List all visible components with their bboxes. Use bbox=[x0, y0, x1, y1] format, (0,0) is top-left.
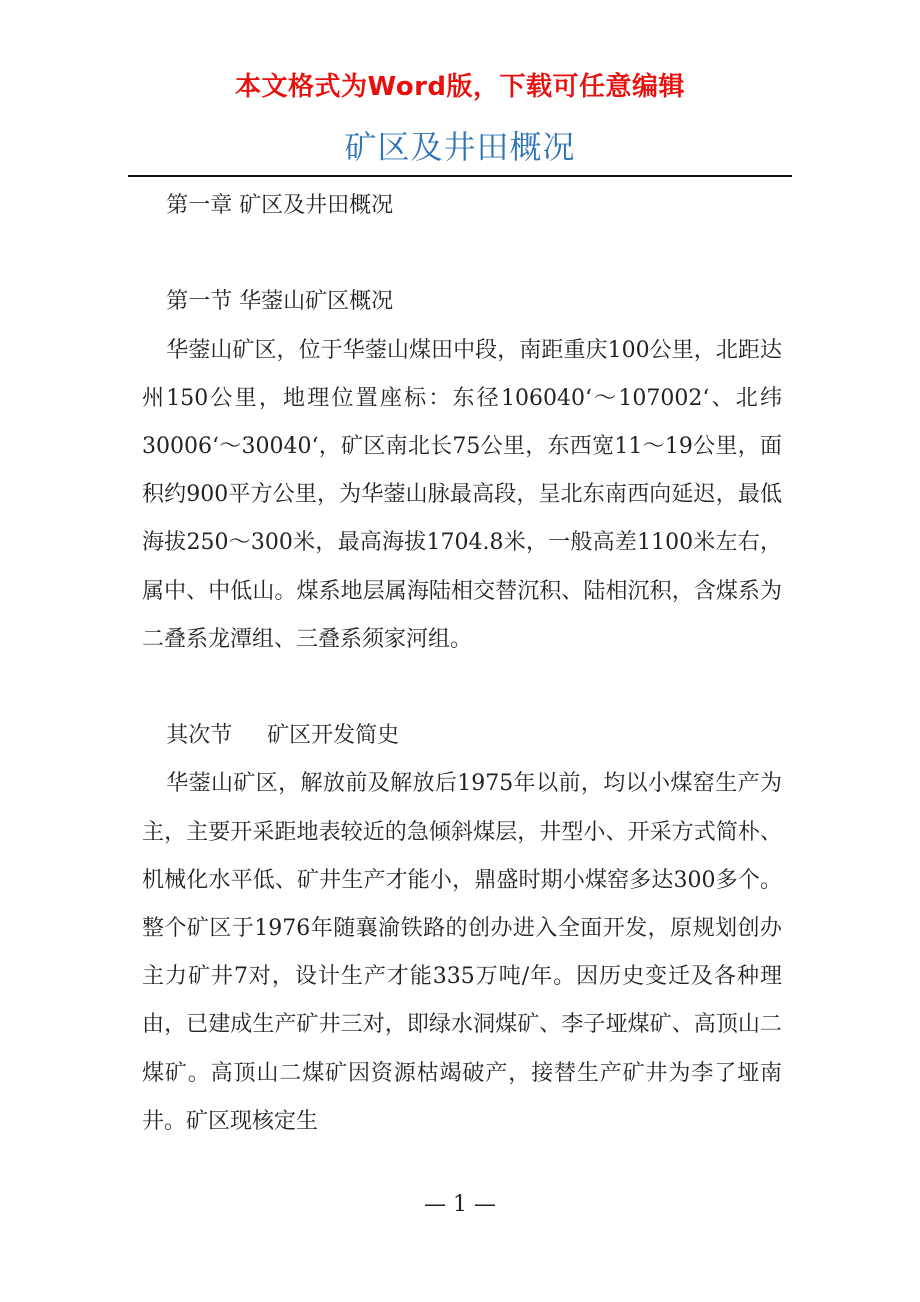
section-heading-2: 其次节 矿区开发简史 bbox=[166, 723, 400, 749]
page-number: — 1 — bbox=[424, 1192, 496, 1217]
section-paragraph-2: 华蓥山矿区，解放前及解放后1975年以前，均以小煤窑生产为主，主要开采距地表较近的急倾斜煤层，井型小、开采方式简朴、机械化水平低、矿井生产才能小，鼎盛时期小煤窑多达300多个。整个矿区于1976年随襄渝铁路的创办进入全面开发，原规划创办主力矿井7对，设计生产才能335万吨/年。因历史变迁及各种理由，已建成生产矿井三对，即绿水洞煤矿、李子垭煤矿、高顶山二煤矿。高顶山二煤矿因资源枯竭破产，接替生产矿井为李了垭南井。矿区现核定生 bbox=[142, 771, 782, 1134]
chapter-heading: 第一章 矿区及井田概况 bbox=[166, 193, 394, 218]
spacer bbox=[142, 664, 782, 712]
section-paragraph-1: 华蓥山矿区，位于华蓥山煤田中段，南距重庆100公里，北距达州150公里，地理位置座标：东径106040‘～107002‘、北纬30006‘～30040‘，矿区南北长75公里，东西宽11～19公里，面积约900平方公里，为华蓥山脉最高段，呈北东南西向延迟，最低海拔250～300米，最高海拔1704.8米，一般高差1100米左右，属中、中低山。煤系地层属海陆相交替沉积、陆相沉积，含煤系为二叠系龙潭组、三叠系须家河组。 bbox=[142, 337, 782, 652]
download-banner: 本文格式为Word版，下载可任意编辑 bbox=[234, 72, 686, 102]
document-body bbox=[142, 182, 782, 1146]
document-title: 矿区及井田概况 bbox=[344, 128, 576, 166]
title-divider bbox=[128, 175, 792, 177]
spacer bbox=[142, 230, 782, 278]
section-heading-1: 第一节 华蓥山矿区概况 bbox=[166, 289, 394, 315]
